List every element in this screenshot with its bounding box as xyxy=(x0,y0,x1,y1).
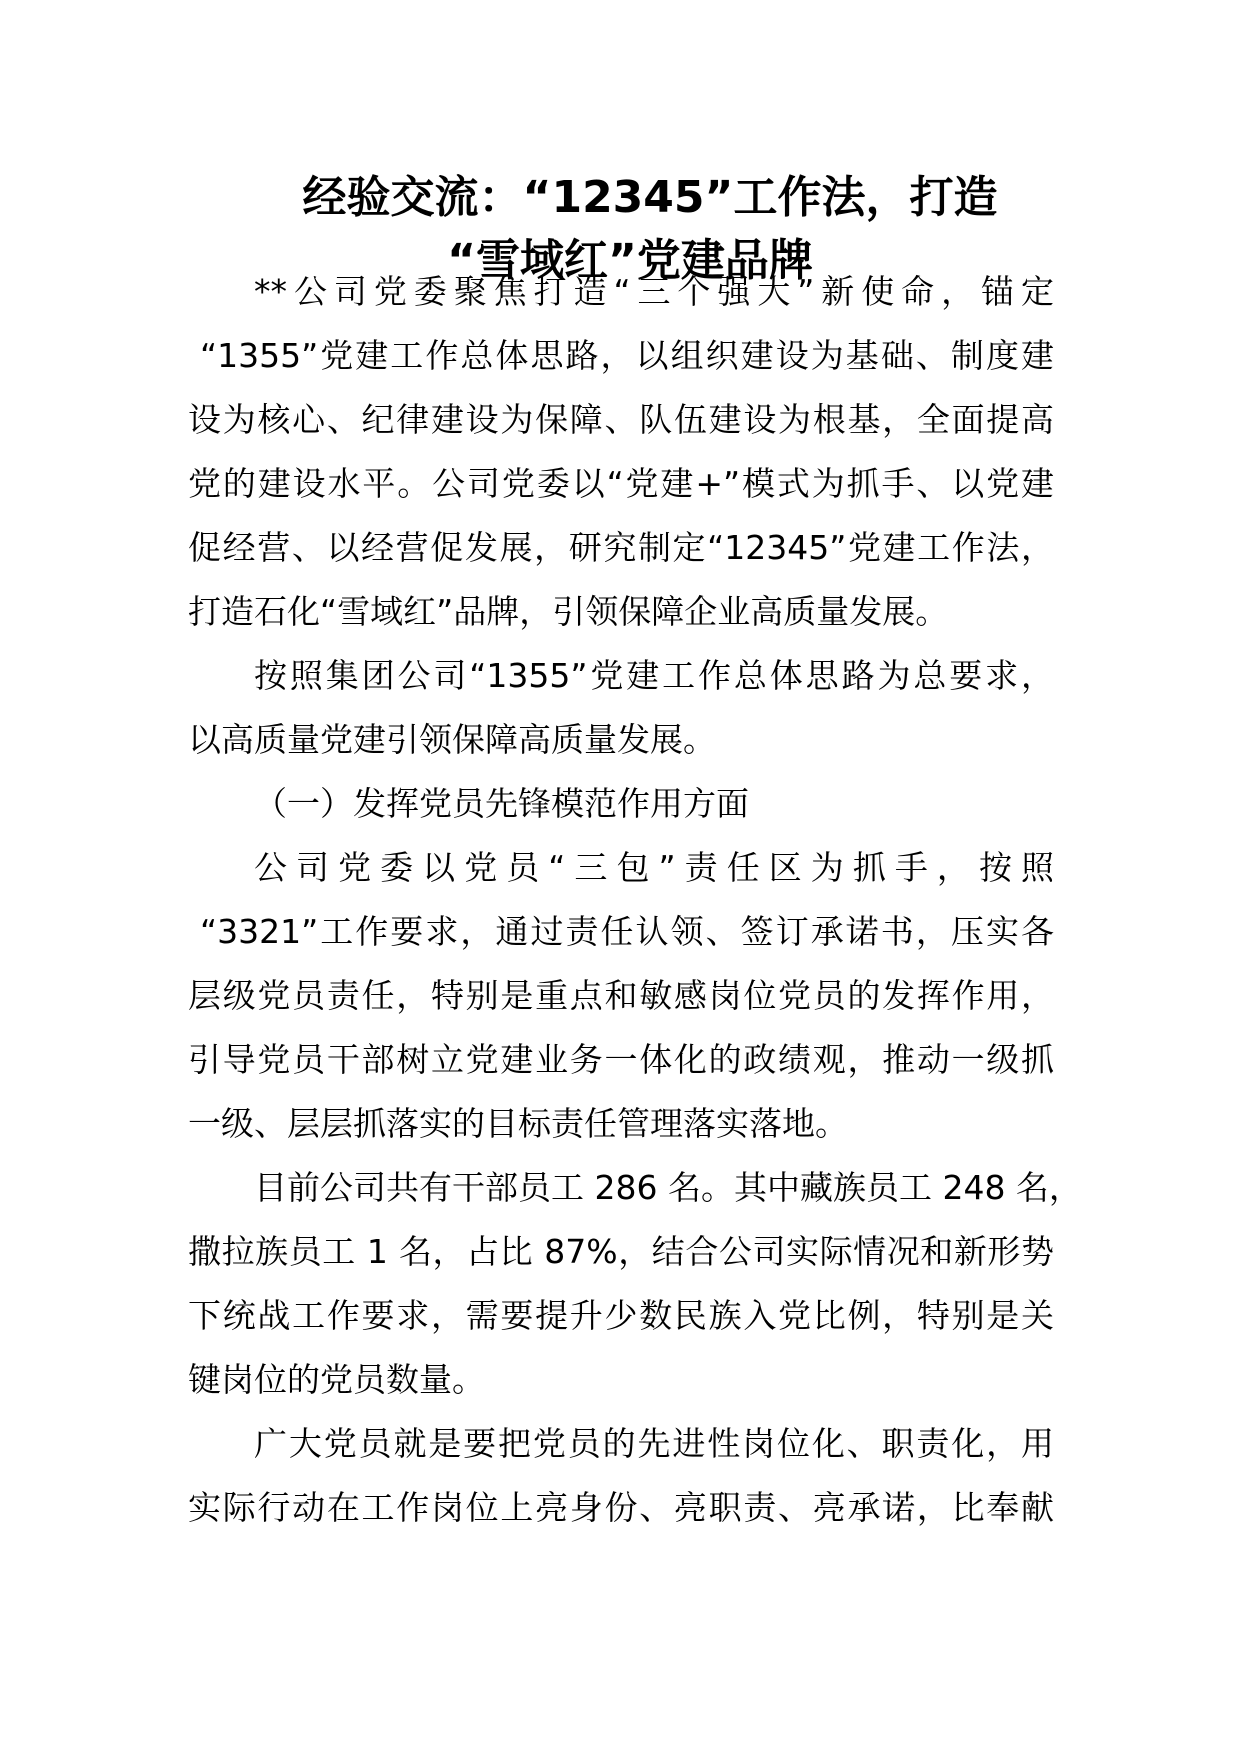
document-title-line-1: 经验交流：“12345”工作法，打造 xyxy=(302,172,998,223)
paragraph-3-line-2: “3321”工作要求，通过责任认领、签订承诺书，压实各 xyxy=(200,912,1054,951)
paragraph-2-line-1: 按照集团公司“1355”党建工作总体思路为总要求， xyxy=(254,656,1054,695)
paragraph-4-line-2: 撒拉族员工 1 名，占比 87%，结合公司实际情况和新形势 xyxy=(188,1232,1054,1271)
paragraph-1-line-1: **公司党委聚焦打造“三个强大”新使命，锚定 xyxy=(254,272,1054,311)
paragraph-5-line-2: 实际行动在工作岗位上亮身份、亮职责、亮承诺，比奉献 xyxy=(188,1488,1054,1527)
paragraph-3-line-4: 引导党员干部树立党建业务一体化的政绩观，推动一级抓 xyxy=(188,1040,1054,1079)
paragraph-1-line-3: 设为核心、纪律建设为保障、队伍建设为根基，全面提高 xyxy=(188,400,1054,439)
document-title-line-2: “雪域红”党建品牌 xyxy=(447,235,813,286)
paragraph-1-line-4: 党的建设水平。公司党委以“党建+”模式为抓手、以党建 xyxy=(188,464,1054,503)
paragraph-3-line-3: 层级党员责任，特别是重点和敏感岗位党员的发挥作用， xyxy=(188,976,1054,1015)
paragraph-1-line-2: “1355”党建工作总体思路，以组织建设为基础、制度建 xyxy=(200,336,1054,375)
paragraph-5-line-1: 广大党员就是要把党员的先进性岗位化、职责化，用 xyxy=(254,1424,1054,1463)
paragraph-3-line-5: 一级、层层抓落实的目标责任管理落实落地。 xyxy=(188,1104,848,1143)
paragraph-1-line-5: 促经营、以经营促发展，研究制定“12345”党建工作法， xyxy=(188,528,1054,567)
paragraph-1-line-6: 打造石化“雪域红”品牌，引领保障企业高质量发展。 xyxy=(188,592,949,631)
paragraph-4-line-3: 下统战工作要求，需要提升少数民族入党比例，特别是关 xyxy=(188,1296,1054,1335)
paragraph-3-line-1: 公司党委以党员“三包”责任区为抓手，按照 xyxy=(254,848,1054,887)
section-heading: （一）发挥党员先锋模范作用方面 xyxy=(254,784,749,823)
paragraph-4-line-4: 键岗位的党员数量。 xyxy=(188,1360,485,1399)
paragraph-4-line-1: 目前公司共有干部员工 286 名。其中藏族员工 248 名， xyxy=(254,1168,1082,1207)
paragraph-2-line-2: 以高质量党建引领保障高质量发展。 xyxy=(188,720,716,759)
